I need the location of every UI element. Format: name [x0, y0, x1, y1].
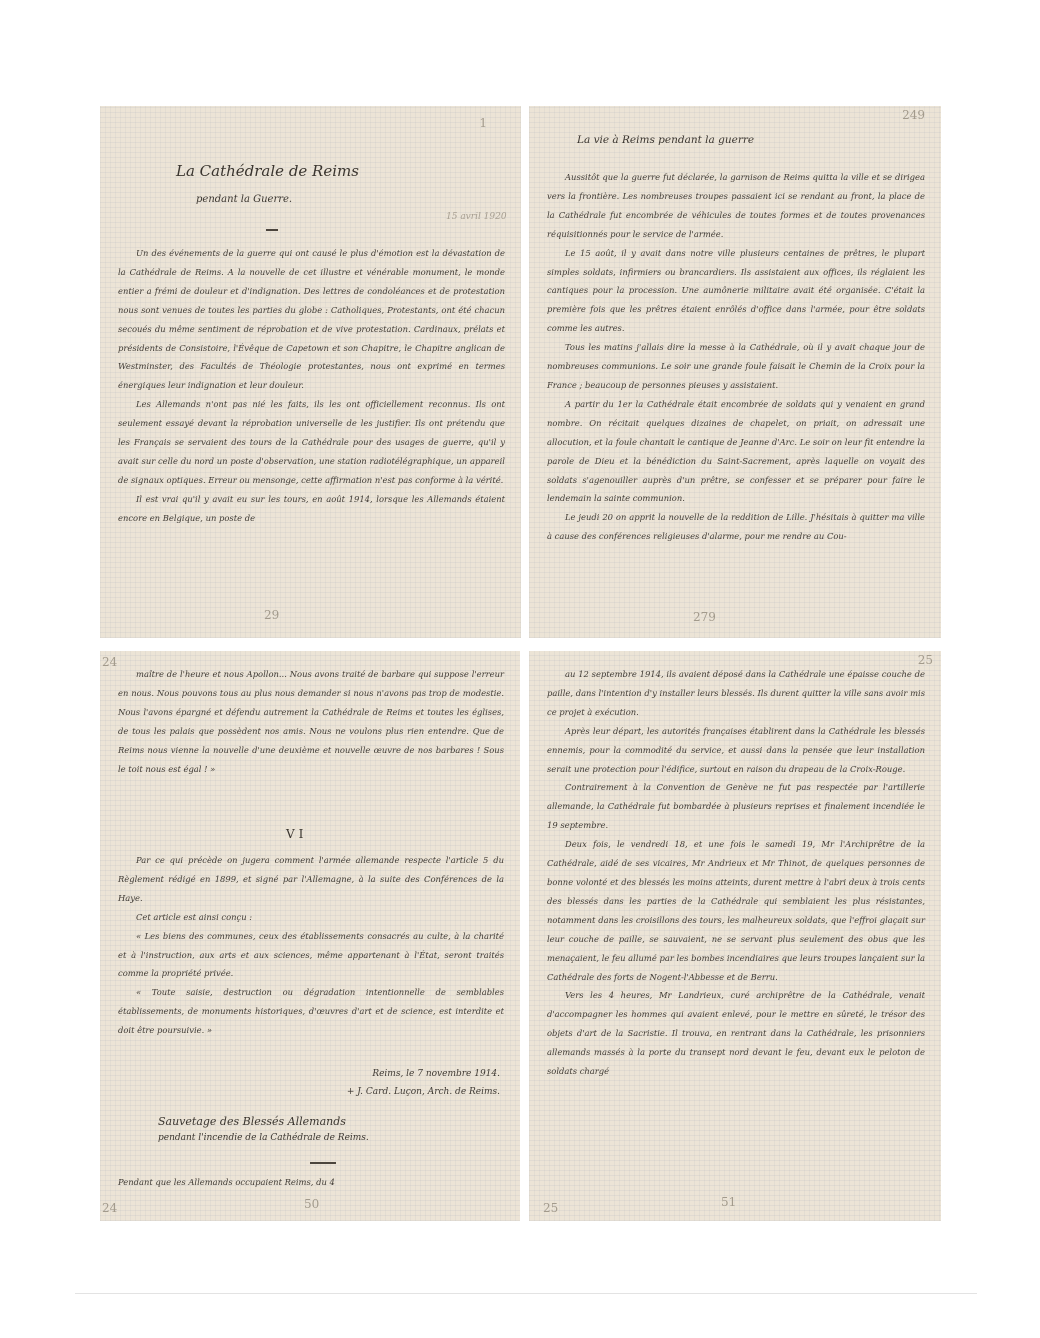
footer-divider [75, 1293, 977, 1294]
paragraph: Tous les matins j'allais dire la messe à la Cathédrale, où il y avait chaque jour de nombreuses communions. Le soir une grande foule faisait le Chemin de la Croix pour la France ; beaucoup de personnes pieuses y assistaient. [547, 342, 925, 390]
paragraph: « Toute saisie, destruction ou dégradation intentionnelle de semblables établissements, de monuments historiques, d'œuvres d'art et de science, est interdite et doit être poursuivie. » [118, 987, 504, 1036]
section-numeral: VI [286, 827, 308, 841]
folio-number: 1 [479, 116, 487, 130]
manuscript-page-4 [529, 651, 941, 1221]
corner-number-bottom: 24 [102, 1201, 118, 1215]
body-text [118, 851, 504, 1040]
paragraph: Vers les 4 heures, Mr Landrieux, curé archiprêtre de la Cathédrale, venait d'accompagner les hommes qui avaient enlevé, pour le mettre en sûreté, le trésor des objets d'art de la Sacristie. Il trouva, en rentrant dans la Cathédrale, les prisonniers allemands massés à la porte du transept nord devant le feu, devant eux le peloton de soldats chargé [547, 990, 925, 1077]
paragraph: Le jeudi 20 on apprit la nouvelle de la reddition de Lille. J'hésitais à quitter ma ville à cause des conférences religieuses d'alarme, pour me rendre au Cou- [547, 512, 925, 542]
paragraph: Par ce qui précède on jugera comment l'armée allemande respecte l'article 5 du Règlement rédigé en 1899, et signé par l'Allemagne, à la suite des Conférences de la Haye. [118, 855, 504, 903]
date-note: 15 avril 1920 [446, 212, 507, 222]
manuscript-page-2 [529, 106, 941, 638]
corner-number-bottom: 25 [543, 1201, 559, 1215]
paragraph: Deux fois, le vendredi 18, et une fois le samedi 19, Mr l'Archiprêtre de la Cathédrale, aidé de ses vicaires, Mr Andrieux et Mr Thinot, de quelques personnes de bonne volonté et des blessés les moins atteints, durent mettre à l'abri deux à trois cents des blessés dans les parties de la Cathédrale qui semblaient les plus résistantes, notamment dans les croisillons des tours, les malheureux soldats, que l'effroi glaçait sur leur couche de paille, se sauvaient, ne se servant plus seulement des obus que les menaçaient, le feu allumé par les bombes incendiaires que leurs troupes lançaient sur la Cathédrale des forts de Nogent-l'Abbesse et de Berru. [547, 839, 925, 982]
page-number: 29 [264, 608, 280, 622]
paragraph: « Les biens des communes, ceux des établissements consacrés au culte, à la charité et à l'instruction, aux arts et aux sciences, même appartenant à l'État, seront traités comme la propriété privée. [118, 930, 504, 979]
manuscript-page-1 [100, 106, 521, 638]
last-line: Pendant que les Allemands occupaient Reims, du 4 [118, 1177, 335, 1187]
page-title: La Cathédrale de Reims [176, 162, 359, 180]
paragraph: Il est vrai qu'il y avait eu sur les tours, en août 1914, lorsque les Allemands étaient encore en Belgique, un poste de [118, 493, 505, 523]
page-number: 51 [721, 1195, 737, 1209]
paragraph: A partir du 1er la Cathédrale était encombrée de soldats qui y venaient en grand nombre. On récitait quelques dizaines de chapelet, on priait, on adressait une allocution, et la foule chantait le cantique de Jeanne d'Arc. Le soir on leur fit entendre la parole de Dieu et la bénédiction du Saint-Sacrement, après laquelle on voyait des soldats s'agenouiller auprès d'un prêtre, se confesser et se préparer pour faire le lendemain la sainte communion. [547, 398, 925, 504]
signature-name: + J. Card. Luçon, Arch. de Reims. [346, 1087, 500, 1097]
paragraph: Les Allemands n'ont pas nié les faits, ils les ont officiellement reconnus. Ils ont seulement essayé devant la réprobation universelle de les justifier. Ils ont prétendu que les Français se servaient des tours de la Cathédrale pour des usages de guerre, qu'il y avait sur celle du nord un poste d'observation, une station radiotélégraphique, un appareil de signaux optiques. Erreur ou mensonge, cette affirmation n'est pas conforme à la vérité. [118, 399, 505, 485]
body-text [547, 665, 925, 1081]
section-subtitle: pendant l'incendie de la Cathédrale de Reims. [158, 1133, 369, 1143]
paragraph: maître de l'heure et nous Apollon... Nous avons traité de barbare qui suppose l'erreur en nous. Nous pouvons tous au plus nous demander si nous n'avons pas trop de modestie. Nous l'avons épargné et défendu autrement la Cathédrale de Reims et toutes les églises, de tous les palais que possèdent nos amis. Nous ne voulons plus rien entendre. Que de Reims nous vienne la nouvelle d'une deuxième et nouvelle œuvre de nos barbares ! Sous le toit nous est égal ! » [118, 669, 504, 774]
paragraph: Le 15 août, il y avait dans notre ville plusieurs centaines de prêtres, le plupart simples soldats, infirmiers ou brancardiers. Ils assistaient aux offices, ils réglaient les cantiques pour la procession. Une aumônerie militaire avait été organisée. C'était la première fois que les prêtres étaient enrôlés d'office dans l'armée, pour être soldats comme les autres. [547, 247, 925, 334]
folio-number: 249 [902, 108, 925, 122]
signature-date: Reims, le 7 novembre 1914. [372, 1069, 500, 1079]
section-title: Sauvetage des Blessés Allemands [158, 1115, 346, 1128]
paragraph: Aussitôt que la guerre fut déclarée, la garnison de Reims quitta la ville et se dirigea vers la frontière. Les nombreuses troupes passaient ici se rendant au front, la place de la Cathédrale fut encombrée de véhicules de toutes formes et de toutes provenances réquisitionnés pour le service de l'armée. [547, 172, 925, 239]
manuscript-page-3 [100, 651, 520, 1221]
title-divider [266, 229, 278, 231]
paragraph: Cet article est ainsi conçu : [136, 911, 253, 922]
corner-number: 24 [102, 655, 118, 669]
paragraph: au 12 septembre 1914, ils avaient déposé dans la Cathédrale une épaisse couche de paille, dans l'intention d'y installer leurs blessés. Ils durent quitter la ville sans avoir mis ce projet à exécution. [547, 669, 925, 717]
paragraph: Un des événements de la guerre qui ont causé le plus d'émotion est la dévastation de la Cathédrale de Reims. A la nouvelle de cet illustre et vénérable monument, le monde entier a frémi de douleur et d'indignation. Des lettres de condoléances et de protestation nous sont venues de toutes les parties du globe : Catholiques, Protestants, ont été chacun secoués du même sentiment de réprobation et de vive protestation. Cardinaux, prélats et présidents de Consistoire, l'Évêque de Capetown et son Chapitre, le Chapitre anglican de Westminster, des Facultés de Théologie protestantes, nous ont exprimé en termes énergiques leur indignation et leur douleur. [118, 248, 505, 391]
section-divider [310, 1162, 336, 1164]
body-text [118, 244, 505, 528]
body-text [547, 168, 925, 546]
page-header: La vie à Reims pendant la guerre [577, 134, 755, 146]
page-number: 279 [693, 610, 716, 624]
page-subtitle: pendant la Guerre. [196, 194, 293, 205]
body-text [118, 665, 504, 778]
paragraph: Après leur départ, les autorités françaises établirent dans la Cathédrale les blessés ennemis, pour la commodité du service, et aussi dans la pensée que leur installation serait une protection pour l'édifice, surtout en raison du drapeau de la Croix-Rouge. [547, 725, 925, 774]
page-number: 50 [304, 1197, 320, 1211]
corner-number: 25 [917, 653, 933, 667]
paragraph: Contrairement à la Convention de Genève ne fut pas respectée par l'artillerie allemande, la Cathédrale fut bombardée à plusieurs reprises et finalement incendiée le 19 septembre. [547, 782, 925, 831]
